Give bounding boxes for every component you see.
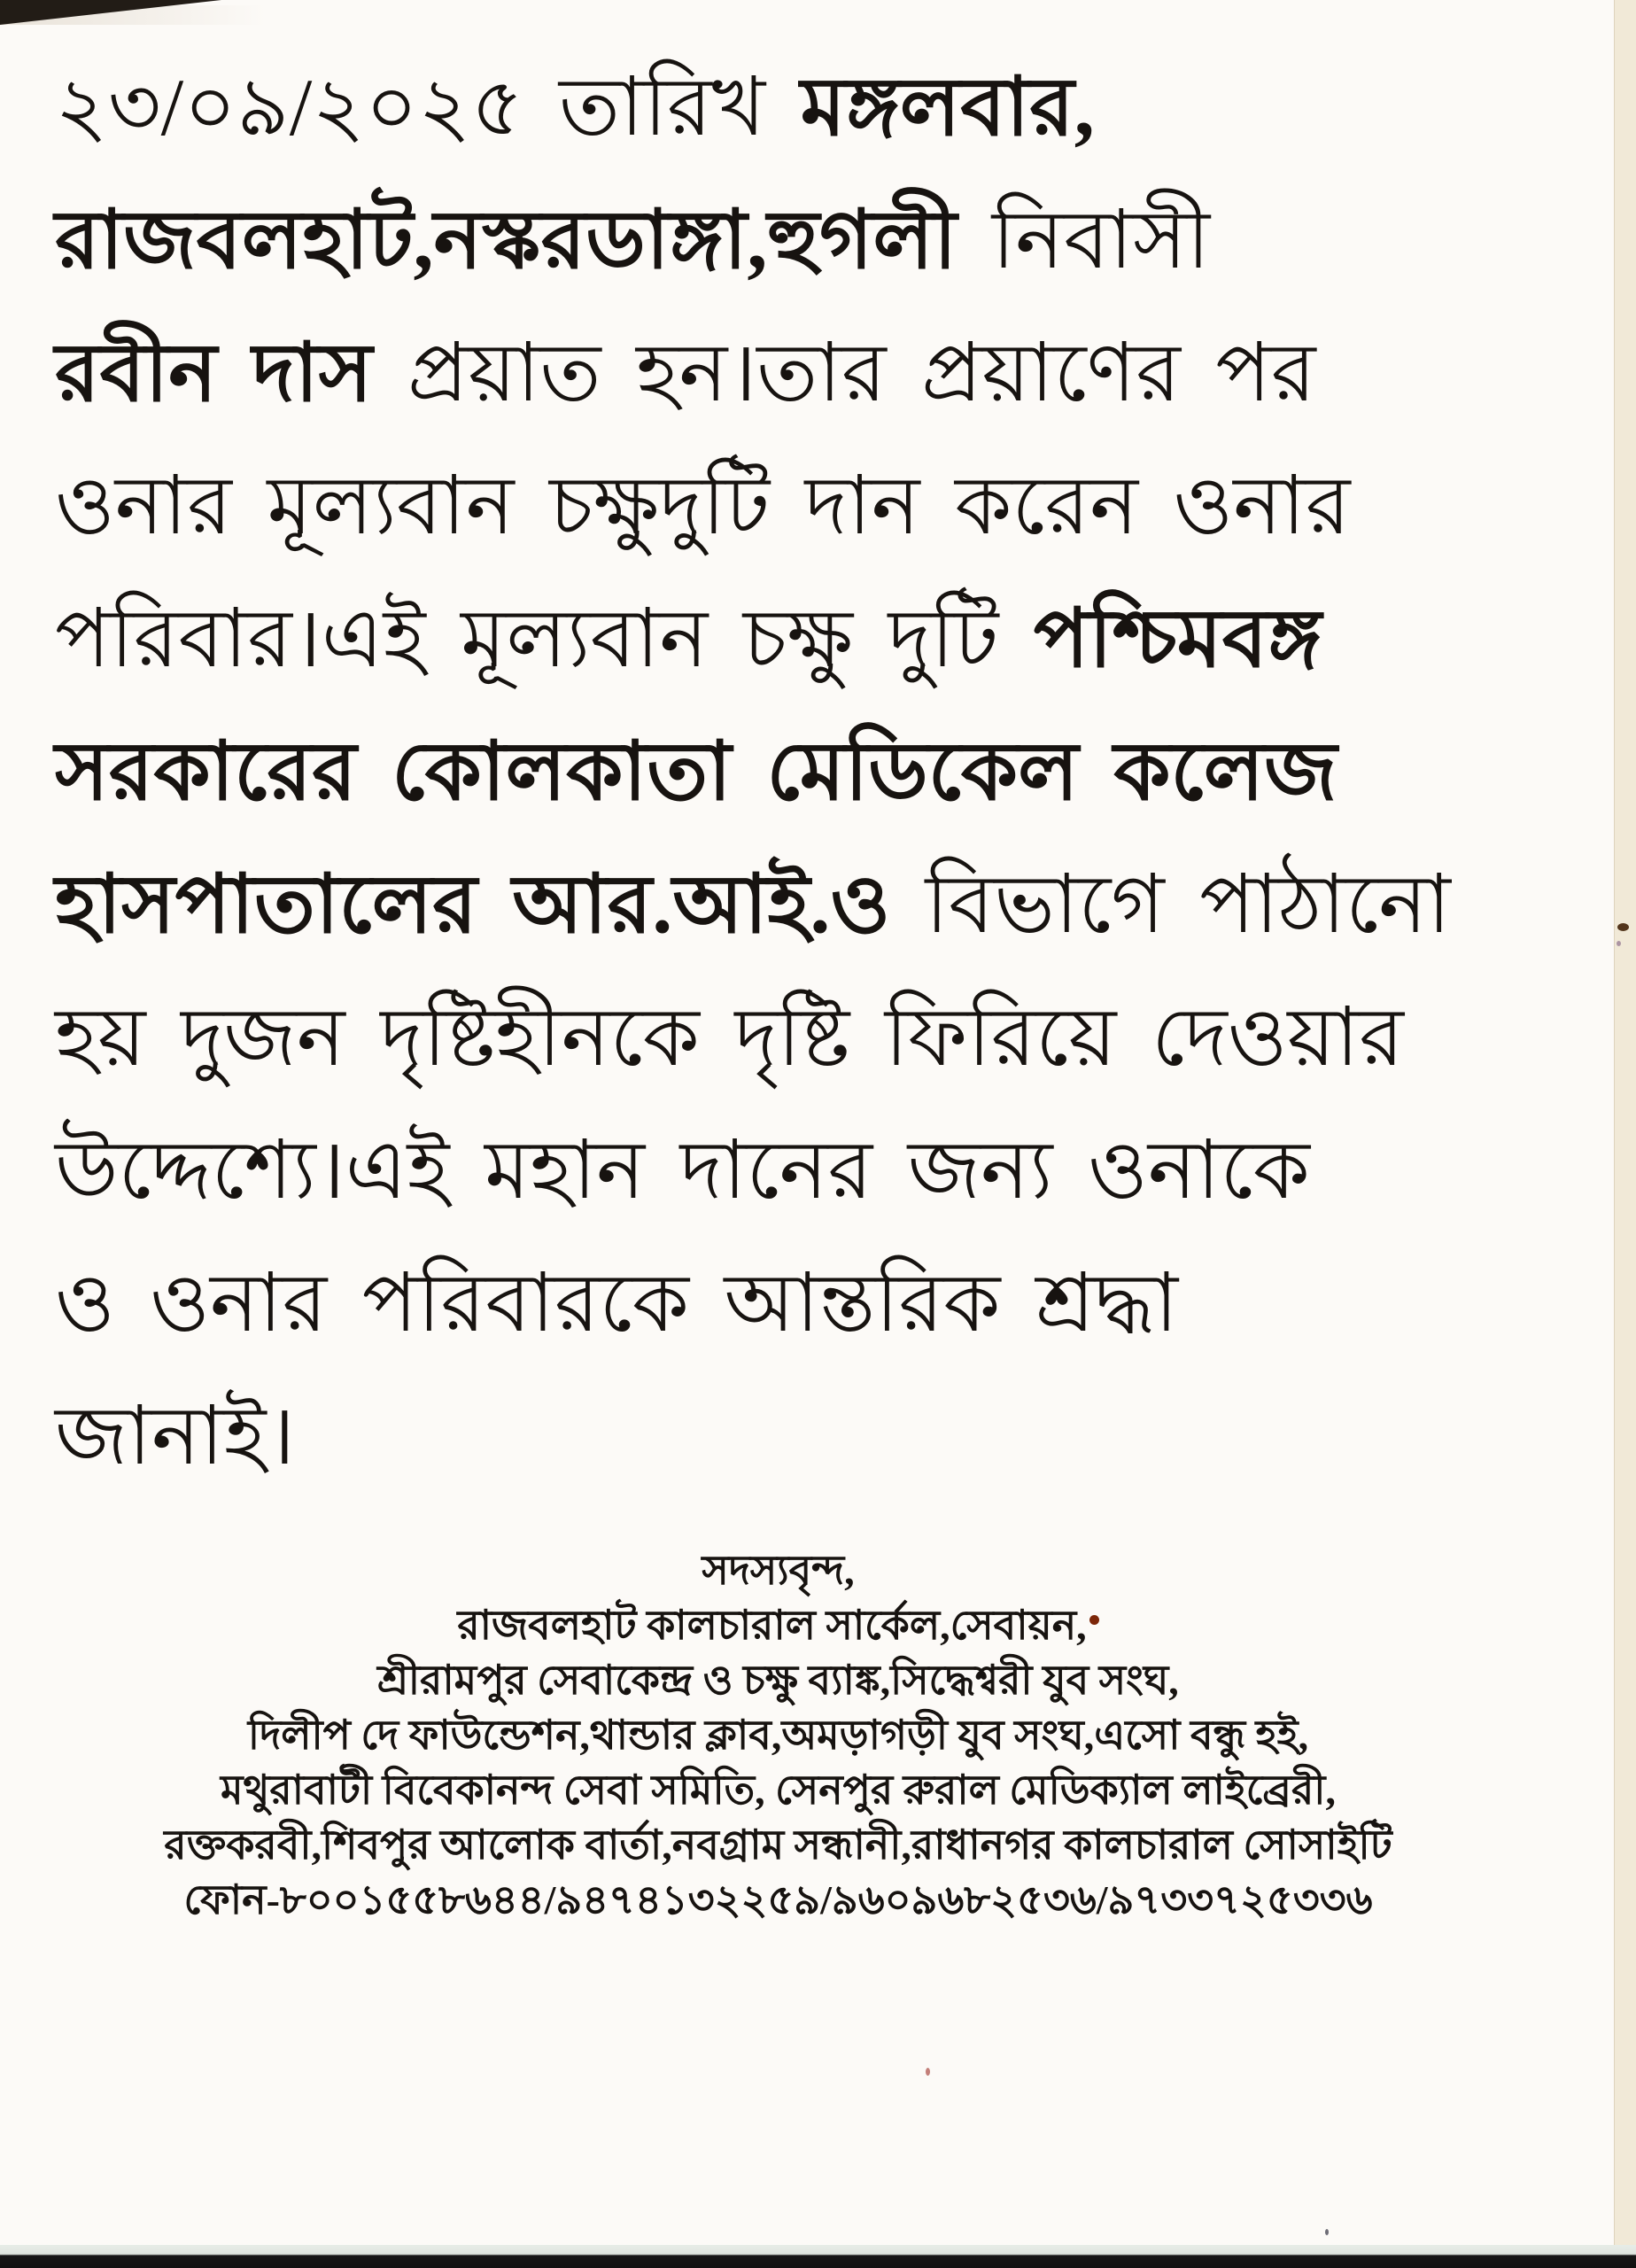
footer-text: ফোন-৮০০১৫৫৮৬৪৪/৯৪৭৪১৩২২৫৯/৯৬০৯৬৮২৫৩৬/৯৭৩৩৭২৫৩৩৬ — [183, 1877, 1373, 1922]
body-text-segment: উদ্দেশ্যে।এই মহান দানের জন্য ওনাকে — [55, 1125, 1310, 1216]
ink-speck-artifact — [926, 2068, 930, 2076]
body-text-line — [55, 41, 1583, 174]
footer-text-line — [62, 1873, 1494, 1928]
body-text-line — [55, 439, 1583, 572]
body-text-segment: রবীন দাস — [55, 328, 407, 418]
footer-text-line — [62, 1708, 1494, 1763]
body-text-segment: হয় দুজন দৃষ্টিহীনকে দৃষ্টি ফিরিয়ে দেওয়ার — [55, 992, 1404, 1083]
footer-text-line — [62, 1818, 1494, 1873]
body-text-segment: পরিবার।এই মূল্যবান চক্ষু দুটি — [55, 594, 1034, 684]
scan-edge-strip — [1614, 0, 1636, 2268]
footer-text-line — [62, 1598, 1494, 1653]
body-text-line — [55, 1237, 1583, 1370]
body-text-segment: সরকারের কোলকাতা মেডিকেল কলেজ — [55, 726, 1337, 817]
body-text-segment: ২৩/০৯/২০২৫ তারিখ — [55, 62, 801, 152]
body-text-segment: রাজবলহাট,নস্করডাঙ্গা,হুগলী — [55, 195, 958, 285]
ink-speck-artifact — [1617, 923, 1629, 931]
body-text-line — [55, 1370, 1583, 1503]
body-text-segment: হাসপাতালের আর.আই.ও — [55, 859, 926, 950]
body-text-segment: প্রয়াত হন।তার প্রয়াণের পর — [407, 328, 1316, 418]
body-text-segment: ও ওনার পরিবারকে আন্তরিক শ্রদ্ধা — [55, 1258, 1179, 1348]
body-text-line — [55, 705, 1583, 838]
body-text-line — [55, 307, 1583, 439]
body-text-line — [55, 572, 1583, 705]
footer-text-line — [62, 1653, 1494, 1708]
footer-text-line — [62, 1543, 1494, 1598]
footer-text: রক্তকরবী,শিবপুর আলোক বার্তা,নবগ্রাম সন্ধানী,রাধানগর কালচারাল সোসাইটি — [164, 1822, 1392, 1868]
body-text-segment: বিভাগে পাঠানো — [925, 859, 1451, 950]
notice-body — [55, 41, 1583, 1503]
footer-text: শ্রীরামপুর সেবাকেন্দ্র ও চক্ষু ব্যাঙ্ক,সিদ্ধেশ্বরী যুব সংঘ, — [377, 1658, 1179, 1703]
footer-text-line — [62, 1763, 1494, 1818]
footer-text: রাজবলহাট কালচারাল সার্কেল,সেবায়ন, — [457, 1603, 1087, 1648]
ink-speck-artifact — [1325, 2229, 1329, 2235]
ink-speck-artifact — [1617, 941, 1621, 946]
body-text-segment: ওনার মূল্যবান চক্ষুদুটি দান করেন ওনার — [55, 461, 1351, 551]
scanner-bottom-bar — [0, 2245, 1636, 2268]
body-text-segment: মঙ্গলবার, — [800, 62, 1095, 152]
body-text-line — [55, 971, 1583, 1104]
body-text-segment: জানাই। — [55, 1391, 296, 1481]
body-text-line — [55, 174, 1583, 307]
signatories-block — [62, 1543, 1494, 1928]
body-text-segment: পশ্চিমবঙ্গ — [1033, 594, 1322, 684]
footer-text: মথুরাবাটী বিবেকানন্দ সেবা সমিতি, সেনপুর রুরাল মেডিক্যাল লাইব্রেরী, — [221, 1767, 1336, 1813]
footer-text: দিলীপ দে ফাউন্ডেশন,থান্ডার ক্লাব,অমড়াগড়ী যুব সংঘ,এসো বন্ধু হই, — [247, 1713, 1309, 1758]
red-ink-dot-artifact — [1089, 1615, 1099, 1625]
body-text-line — [55, 1104, 1583, 1237]
body-text-line — [55, 838, 1583, 971]
body-text-segment: নিবাসী — [957, 195, 1211, 285]
footer-text: সদস্যবৃন্দ, — [702, 1548, 855, 1593]
